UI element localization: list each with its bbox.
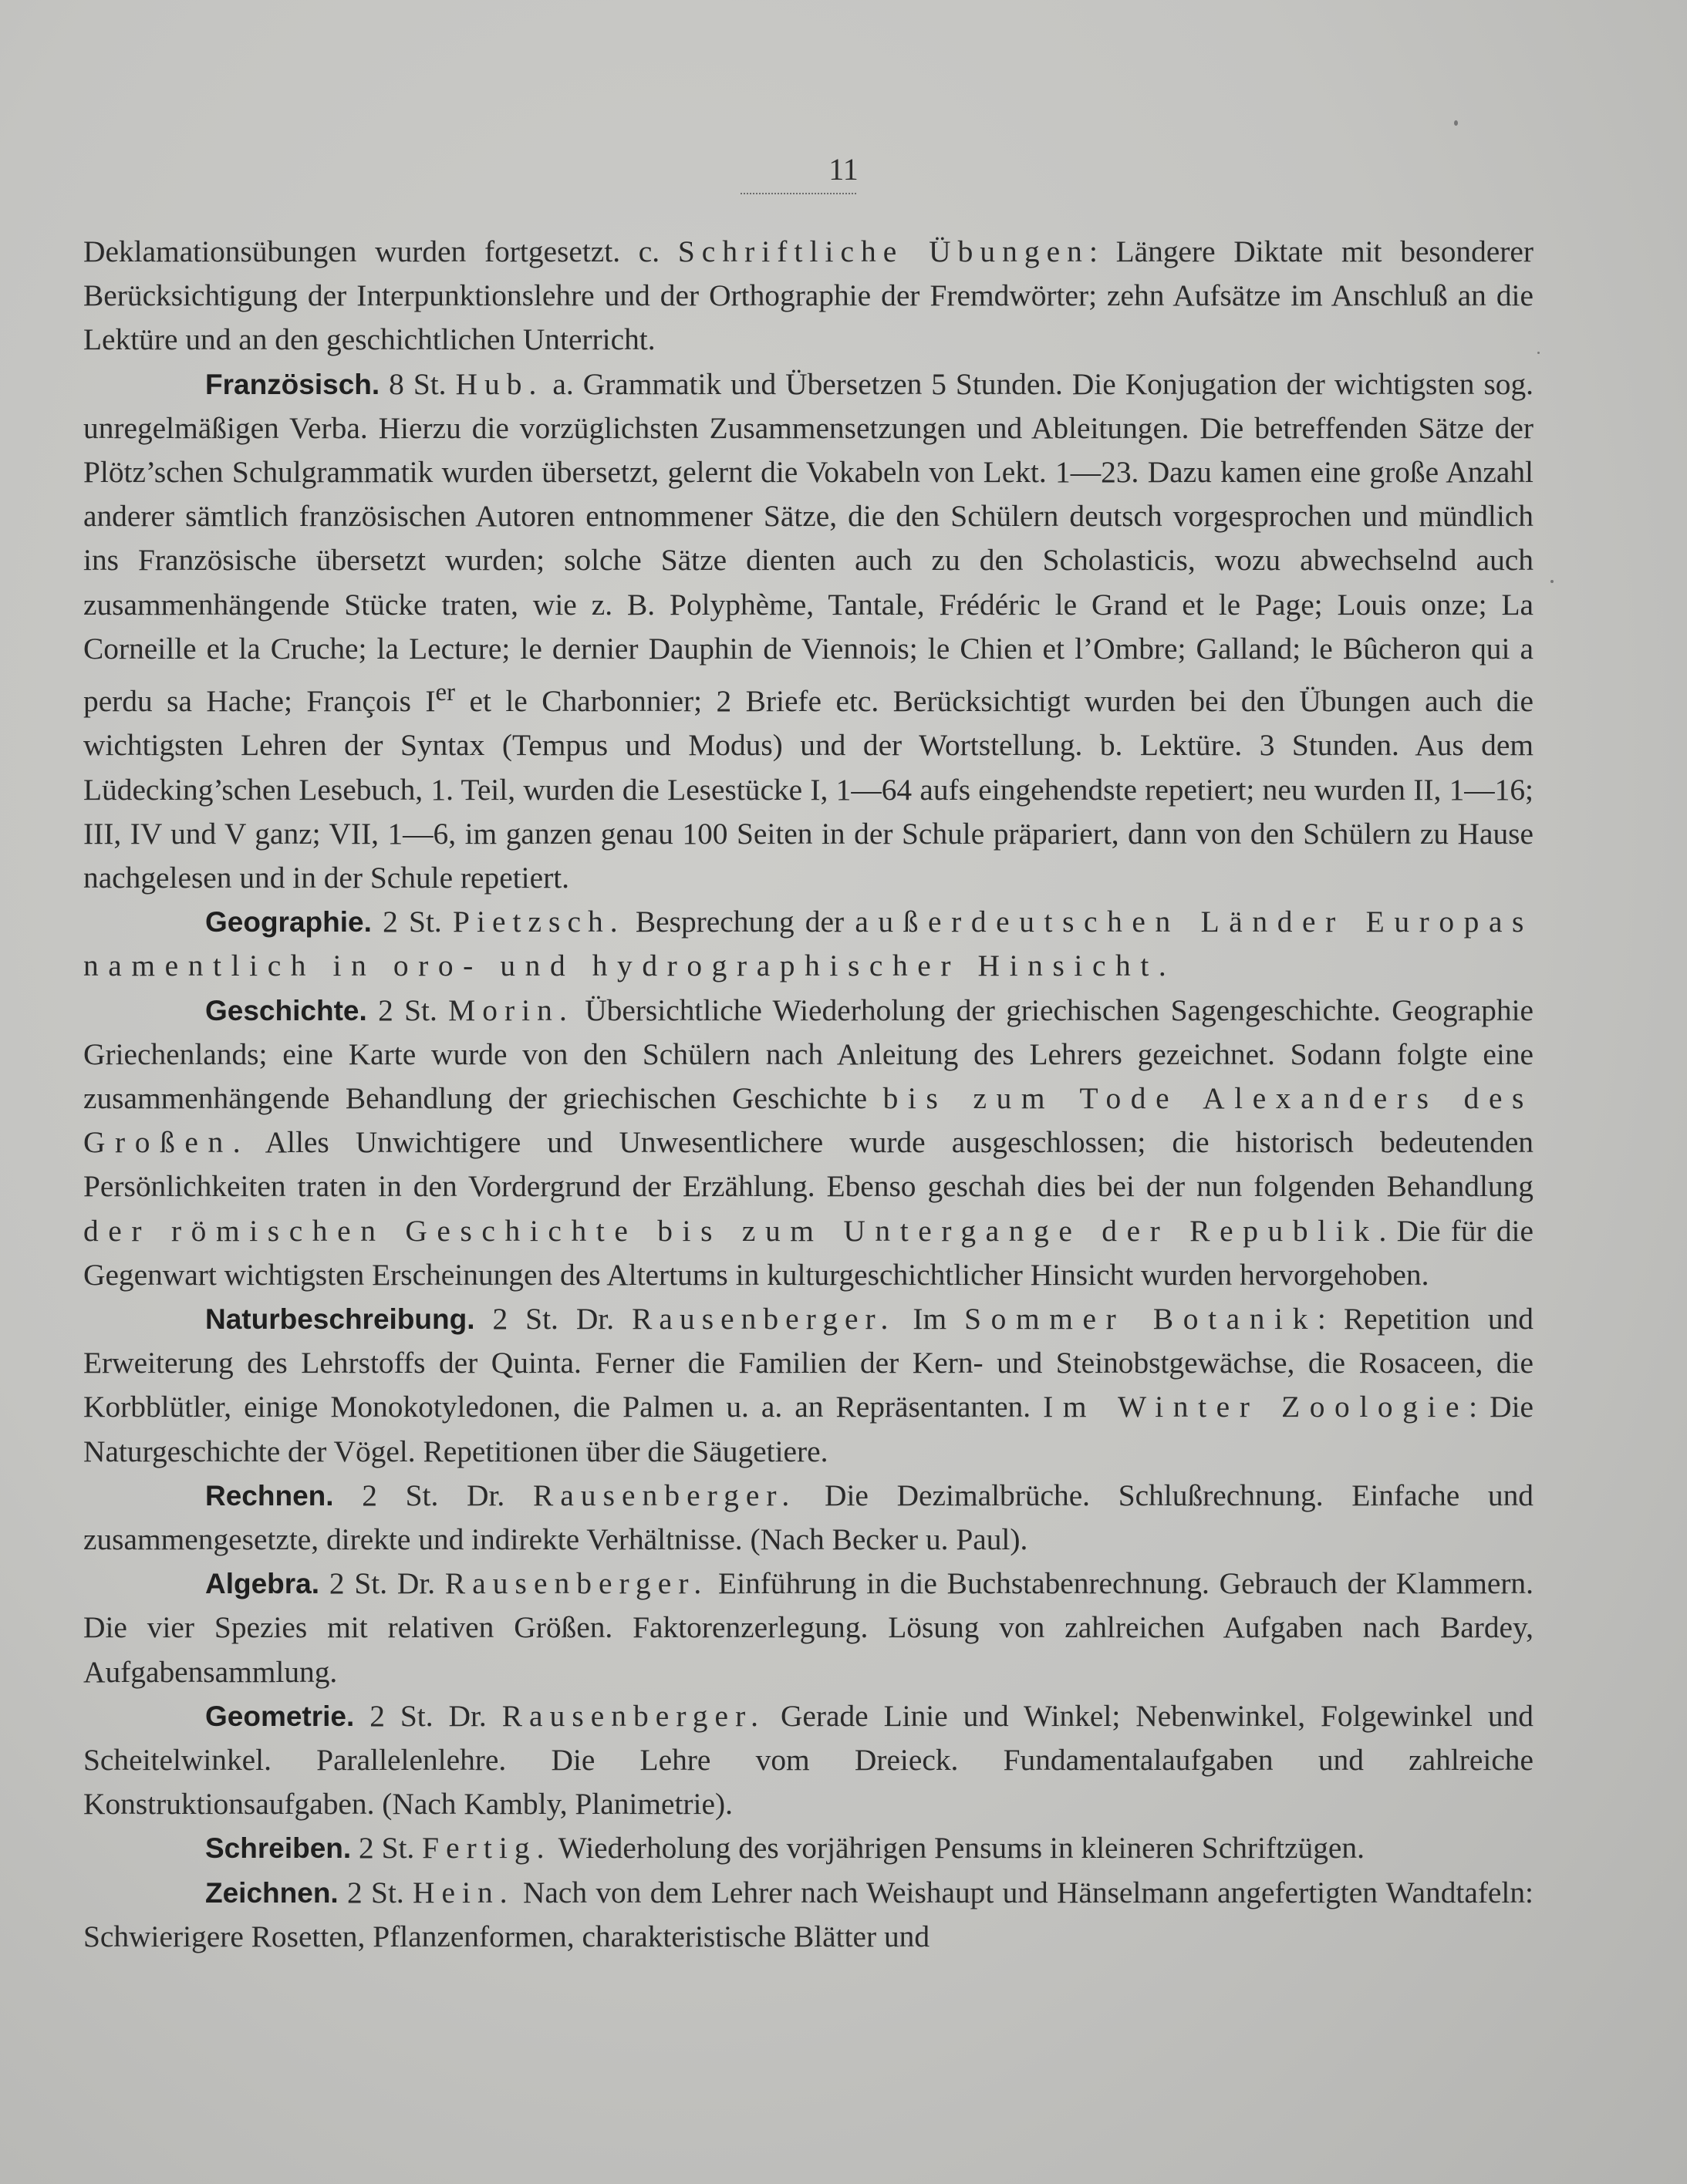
teacher-name: Rausenberger.: [532, 1478, 797, 1512]
teacher-name: Rausenberger.: [632, 1302, 896, 1336]
lesson-hours: 2 St.: [366, 993, 449, 1027]
emphasized-text: Im Winter Zoologie: [1043, 1390, 1469, 1424]
text-run: Deklamationsübungen wurden fortgesetzt. c.: [83, 234, 678, 268]
lesson-hours: 2 St.: [371, 905, 453, 939]
subject-heading-geometrie: Geometrie.: [205, 1700, 355, 1732]
lesson-hours: 2 St. Dr.: [333, 1478, 533, 1512]
text-run: Besprechung der: [624, 905, 855, 939]
text-run: : Die Naturgeschichte der Vögel. Repetitionen über die Säugetiere.: [83, 1390, 1533, 1468]
text-run: Wiederholung des vorjährigen Pensums in kleineren Schriftzügen.: [551, 1831, 1365, 1866]
paragraph-geschichte: [83, 989, 1533, 1297]
paper-speck: [1550, 580, 1554, 583]
text-run: : Längere Diktate mit besonderer Berücksichtigung der Interpunktionslehre und der Orthographie der Fremdwörter; zehn Aufsätze im Anschluß an die Lektüre und an den geschichtlichen Unterricht.: [83, 234, 1533, 357]
paragraph-schreiben: [83, 1826, 1533, 1870]
emphasized-text: bis zum Tode Alexanders des Großen: [83, 1080, 1533, 1160]
paragraph-naturbeschreibung: [83, 1297, 1533, 1474]
paragraph-algebra: [83, 1562, 1533, 1694]
document-body: [83, 230, 1533, 1959]
teacher-name: Fertig.: [422, 1831, 552, 1866]
text-run: a. Grammatik und Übersetzen 5 Stunden. Die Konjugation der wichtigsten sog. unregelmäßigen Verba. Hierzu die vorzüglichsten Zusammensetzungen und Ableitungen. Die betreffenden Sätze der Plötz’schen Schulgrammatik wurden übersetzt, gelernt die Vokabeln von Lekt. 1—23. Dazu kamen eine große Anzahl anderer sämtlich französischen Autoren entnommener Sätze, die den Schülern deutsch vorgesprochen und mündlich ins Französische übersetzt wurden; solche Sätze dienten auch zu den Scholasticis, wozu abwechselnd auch zusammenhängende Stücke traten, wie z. B. Polyphème, Tantale, Frédéric le Grand et le Page; Louis onze; La Corneille et la Cruche; la Lecture; le dernier Dauphin de Viennois; le Chien et l’Ombre; Galland; le Bûcheron qui a perdu sa Hache; François I: [83, 366, 1534, 719]
paragraph-franzoesisch: [83, 362, 1533, 901]
paper-speck: [1537, 352, 1540, 354]
subject-heading-naturbeschreibung: Naturbeschreibung.: [205, 1303, 475, 1335]
text-run: Die Dezimalbrüche. Schlußrechnung. Einfache und zusammengesetzte, direkte und indirekte Verhältnisse. (Nach Becker u. Paul).: [83, 1478, 1533, 1557]
text-run: Nach von dem Lehrer nach Weishaupt und Hänselmann angefertigten Wandtafeln: Schwierigere Rosetten, Pflanzenformen, charakteristische Blätter und: [83, 1875, 1533, 1953]
page-number: 11: [828, 152, 859, 187]
lesson-hours: 2 St.: [338, 1875, 413, 1909]
emphasized-text: Sommer Botanik: [964, 1302, 1318, 1336]
subject-heading-geographie: Geographie.: [205, 906, 372, 939]
text-run: Einführung in die Buchstabenrechnung. Gebrauch der Klammern. Die vier Spezies mit relativen Größen. Faktorenzerlegung. Lösung von zahlreichen Aufgaben nach Bardey, Aufgabensammlung.: [83, 1566, 1533, 1689]
teacher-name: Morin.: [448, 993, 574, 1027]
text-run: Im: [895, 1302, 965, 1336]
teacher-name: Hub.: [455, 366, 544, 401]
teacher-name: Rausenberger.: [501, 1698, 766, 1733]
teacher-name: Pietzsch.: [452, 905, 625, 939]
subject-heading-franzoesisch: Französisch.: [205, 368, 380, 400]
subject-heading-schreiben: Schreiben.: [205, 1832, 352, 1865]
text-run: . Alles Unwichtigere und Unwesentlichere wurde ausgeschlossen; die historisch bedeutenden Persönlichkeiten traten in den Vordergrund der Erzählung. Ebenso geschah dies bei der nun folgenden Behandlung: [83, 1125, 1533, 1204]
emphasized-text: außerdeutschen Länder Europas namentlich in oro- und hydrographischer Hinsicht: [83, 905, 1533, 983]
paragraph-geometrie: [83, 1694, 1533, 1827]
lesson-hours: 2 St. Dr.: [319, 1566, 445, 1601]
paragraph-deutsch-continuation: [83, 230, 1533, 362]
lesson-hours: 2 St. Dr.: [354, 1698, 502, 1733]
emphasized-text: der römischen Geschichte bis zum Untergange der Republik: [83, 1213, 1379, 1248]
superscript-er: er: [435, 679, 456, 707]
teacher-name: Rausenberger.: [444, 1566, 709, 1601]
text-run: .: [1158, 949, 1166, 983]
lesson-hours: 2 St. Dr.: [474, 1302, 633, 1336]
text-run: : Repetition und Erweiterung des Lehrstoffs der Quinta. Ferner die Familien der Kern- und Steinobstgewächse, die Rosaceen, die Korbblütler, einige Monokotyledonen, die Palmen u. a. an Repräsentanten.: [83, 1302, 1534, 1424]
section-heading-schriftliche-uebungen: Schriftliche Übungen: [677, 234, 1089, 268]
text-run: Übersichtliche Wiederholung der griechischen Sagengeschichte. Geographie Griechenlands; eine Karte wurde von den Schülern nach Anleitung des Lehrers gezeichnet. Sodann folgte eine zusammenhängende Behandlung der griechischen Geschichte: [83, 993, 1533, 1115]
subject-heading-rechnen: Rechnen.: [205, 1479, 334, 1512]
text-run: Gerade Linie und Winkel; Nebenwinkel, Folgewinkel und Scheitelwinkel. Parallelenlehre. Die Lehre vom Dreieck. Fundamentalaufgaben und zahlreiche Konstruktionsaufgaben. (Nach Kambly, Planimetrie).: [83, 1698, 1533, 1822]
paragraph-rechnen: [83, 1474, 1533, 1562]
subject-heading-zeichnen: Zeichnen.: [205, 1876, 339, 1909]
teacher-name: Hein.: [412, 1875, 515, 1909]
paragraph-geographie: [83, 900, 1533, 988]
lesson-hours: 2 St.: [351, 1831, 423, 1866]
lesson-hours: 8 St.: [380, 366, 456, 401]
paper-speck: [1454, 120, 1458, 126]
paragraph-zeichnen: [83, 1871, 1533, 1959]
page-number-ornament: [741, 188, 856, 194]
subject-heading-algebra: Algebra.: [205, 1568, 320, 1600]
text-run: . Die für die Gegenwart wichtigsten Erscheinungen des Altertums in kulturgeschichtlicher Hinsicht wurden hervorgehoben.: [83, 1213, 1533, 1292]
text-run: et le Charbonnier; 2 Briefe etc. Berücksichtigt wurden bei den Übungen auch die wichtigsten Lehren der Syntax (Tempus und Modus) und der Wortstellung. b. Lektüre. 3 Stunden. Aus dem Lüdecking’schen Lesebuch, 1. Teil, wurden die Lesestücke I, 1—64 aufs eingehendste repetiert; neu wurden II, 1—16; III, IV und V ganz; VII, 1—6, im ganzen genau 100 Seiten in der Schule präpariert, dann von den Schülern zu Hause nachgelesen und in der Schule repetiert.: [83, 684, 1533, 895]
subject-heading-geschichte: Geschichte.: [205, 994, 367, 1026]
